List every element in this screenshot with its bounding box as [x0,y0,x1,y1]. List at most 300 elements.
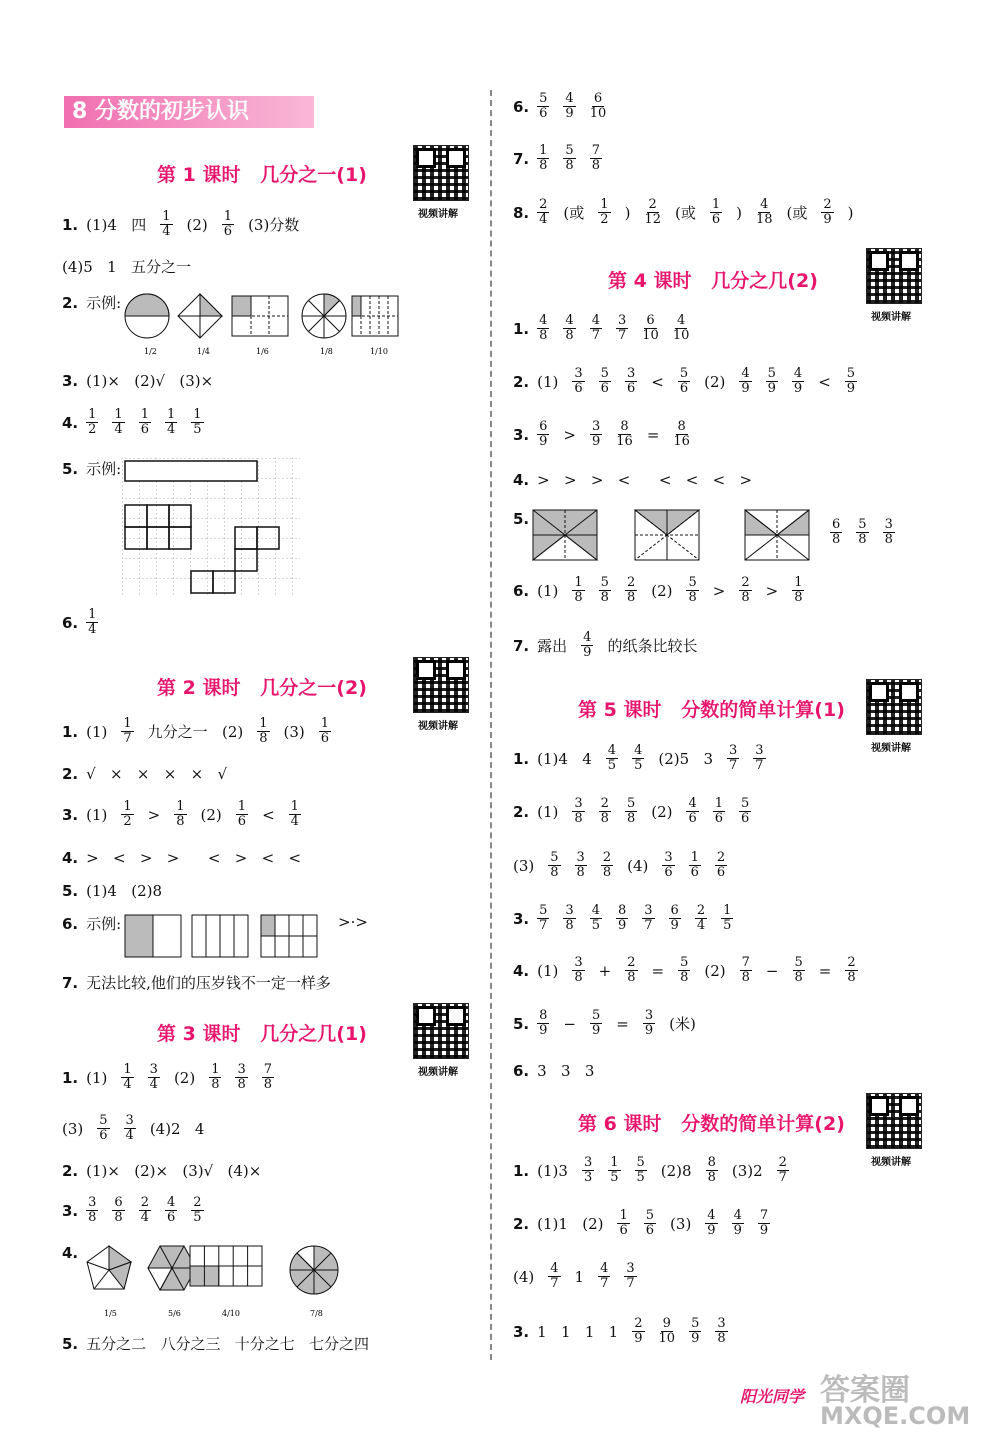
lesson-5-title: 第 5 课时 分数的简单计算(1) [578,699,845,721]
fraction [563,314,575,343]
fraction [112,408,124,437]
fraction [777,1156,789,1185]
answer-line [62,1244,79,1262]
denominator: 5 [193,422,202,437]
numerator: 2 [634,1316,643,1331]
fraction [174,800,186,829]
denominator: 12 [644,212,661,227]
answer-line [62,1162,261,1180]
denominator: 8 [565,158,574,173]
question-number: 2. [513,372,530,391]
fraction [563,92,575,121]
denominator: 6 [237,814,247,829]
question-number: 7. [62,973,79,992]
fraction [601,851,613,880]
fraction [121,800,133,829]
fraction [165,1196,177,1225]
fraction [537,420,549,449]
numerator: 2 [539,197,548,212]
qr-code-icon[interactable] [413,1003,469,1059]
answer-text: 示例: [86,915,122,933]
numerator: 6 [593,91,603,106]
denominator: 4 [114,422,123,437]
denominator: 8 [794,590,803,605]
numerator: 3 [565,903,574,918]
denominator: 18 [755,212,773,227]
denominator: 9 [670,918,679,933]
fraction [632,744,644,773]
numerator: 2 [847,955,856,970]
numerator: 2 [778,1155,787,1170]
question-number: 6. [513,1062,530,1080]
answer-text: − [765,961,779,980]
fraction [845,367,857,396]
qr-code-icon[interactable] [866,679,922,735]
denominator: 8 [576,865,585,880]
answer-line [62,972,331,993]
numerator: 8 [620,419,629,434]
denominator: 8 [237,1077,246,1092]
fraction [715,1317,727,1346]
qr-code-icon[interactable] [866,248,922,304]
numerator: 5 [626,796,636,811]
denominator: 8 [680,970,689,985]
question-number: 1. [62,215,79,234]
fig-label: 1/10 [370,347,388,356]
numerator: 4 [591,313,600,328]
answer-line [62,210,299,239]
answer-text: (2) [704,961,726,980]
fraction [590,1009,602,1038]
fraction [590,92,607,121]
answer-line [513,744,766,773]
denominator: 9 [707,1223,716,1238]
numerator: 6 [114,1195,123,1210]
fraction [537,1009,549,1038]
fraction [86,608,98,637]
answer-line [513,1062,594,1080]
fraction [669,904,681,933]
fraction [710,198,722,227]
answer-line [513,576,804,605]
answer-text: (2) [651,581,673,600]
denominator: 10 [642,328,659,343]
numerator: 5 [741,796,750,811]
question-number: 2. [62,765,79,783]
denominator: 6 [741,811,750,826]
answer-text: √ × × × × √ [86,765,228,783]
fraction [732,1209,744,1238]
denominator: 8 [263,1077,273,1092]
fraction [739,576,751,605]
denominator: 7 [728,758,738,773]
fraction [686,576,698,605]
denominator: 3 [583,1170,593,1185]
answer-text: < [818,372,831,391]
answer-line [62,717,331,746]
numerator: 5 [645,1208,655,1223]
answer-text: (1) [86,805,108,824]
numerator: 4 [565,313,574,328]
lesson-3-title: 第 3 课时 几分之几(1) [157,1023,367,1045]
question-number: 5. [513,510,530,528]
denominator: 7 [591,328,600,343]
numerator: 3 [626,1261,635,1276]
denominator: 4 [166,422,176,437]
fraction [644,1209,656,1238]
fraction [537,314,549,343]
denominator: 2 [600,212,609,227]
answer-text: ) [736,203,742,222]
numerator: 5 [600,366,609,381]
numerator: 2 [193,1195,202,1210]
question-number: 4. [62,849,79,867]
fraction [821,198,833,227]
denominator: 4 [696,918,706,933]
fig-label: 1/8 [320,347,333,356]
answer-text: 1 1 1 1 [537,1322,619,1341]
fraction [673,420,690,449]
numerator: 1 [259,716,268,731]
numerator: 1 [320,716,330,731]
fraction [632,1317,644,1346]
denominator: 9 [793,381,803,396]
question-number: 4. [62,1244,79,1262]
denominator: 8 [600,811,609,826]
answer-text: (或 [674,204,696,222]
denominator: 8 [574,590,583,605]
fraction [606,744,618,773]
fraction [625,576,637,605]
answer-text: (1) [537,802,559,821]
denominator: 8 [847,970,856,985]
numerator: 3 [574,955,583,970]
fraction [758,1209,770,1238]
numerator: 2 [626,575,636,590]
denominator: 7 [778,1170,787,1185]
answer-line [513,1317,728,1346]
qr-code-icon[interactable] [413,145,469,201]
fraction [548,1262,560,1291]
answer-text: > > > < < < < > [537,471,753,489]
fraction [537,198,549,227]
qr-code-icon[interactable] [866,1093,922,1149]
fraction [548,851,560,880]
answer-line [513,92,606,121]
numerator: 3 [728,743,738,758]
answer-text: (2) [200,805,222,824]
denominator: 7 [123,731,132,746]
answer-line [62,1196,204,1225]
numerator: 5 [680,955,689,970]
denominator: 6 [600,381,609,396]
answer-line [513,1009,696,1038]
denominator: 5 [636,1170,645,1185]
answer-text: 无法比较,他们的压岁钱不一定一样多 [86,974,331,992]
denominator: 10 [658,1331,676,1346]
denominator: 7 [550,1276,559,1291]
fraction [191,408,203,437]
lesson-6-title: 第 6 课时 分数的简单计算(2) [578,1113,845,1135]
fraction [608,1156,620,1185]
denominator: 7 [600,1276,609,1291]
numerator: 4 [634,743,643,758]
numerator: 4 [688,796,697,811]
numerator: 3 [755,743,764,758]
answer-text: (1)× (2)× (3)√ (4)× [86,1162,262,1180]
l1-q2-figures [120,292,400,362]
numerator: 5 [539,903,548,918]
qr-caption: 视频讲解 [871,743,911,754]
numerator: 1 [123,799,132,814]
denominator: 7 [626,1276,635,1291]
fraction [139,1196,151,1225]
denominator: 9 [583,645,592,660]
numerator: 2 [600,796,609,811]
denominator: 8 [574,811,583,826]
answer-text: (4)2 4 [149,1119,205,1138]
answer-text: 3 3 3 [537,1062,595,1080]
question-number: 4. [513,961,530,980]
fraction [319,717,331,746]
denominator: 2 [123,814,132,829]
answer-text: = [616,1014,629,1033]
answer-line [513,510,530,528]
numerator: 5 [99,1113,108,1128]
answer-text: 露出 [537,637,568,655]
numerator: 4 [676,313,686,328]
fig-label: 1/5 [104,1309,117,1318]
answer-text: ) [624,203,631,222]
denominator: 8 [176,814,185,829]
fraction [590,904,602,933]
denominator: 6 [223,224,233,239]
numerator: 1 [166,407,176,422]
question-number: 3. [62,372,79,390]
fraction [599,797,611,826]
question-number: 8. [513,203,530,222]
denominator: 8 [602,865,612,880]
numerator: 3 [125,1113,134,1128]
denominator: 8 [539,158,548,173]
numerator: 5 [679,366,689,381]
answer-line [513,471,752,489]
fraction [575,851,587,880]
numerator: 3 [626,366,636,381]
denominator: 8 [88,1210,97,1225]
qr-caption: 视频讲解 [871,312,911,323]
denominator: 9 [539,1023,548,1038]
qr-caption: 视频讲解 [871,1157,911,1168]
fraction [642,904,654,933]
fraction [644,198,661,227]
fraction [792,576,804,605]
question-number: 2. [62,1162,79,1180]
question-number: 2. [513,802,530,821]
denominator: 2 [88,422,97,437]
answer-text: (1)× (2)√ (3)× [86,372,214,390]
answer-text: 九分之一 (2) [147,723,244,741]
question-number: 3. [513,425,530,444]
denominator: 5 [193,1210,202,1225]
numerator: 1 [723,903,732,918]
denominator: 6 [664,865,673,880]
numerator: 4 [733,1208,742,1223]
denominator: 9 [539,434,548,449]
question-number: 6. [513,581,530,600]
numerator: 1 [114,407,123,422]
answer-line [62,408,204,437]
fraction [766,367,778,396]
numerator: 2 [696,903,706,918]
question-number: 3. [513,1322,530,1341]
denominator: 4 [123,1077,132,1092]
denominator: 6 [714,811,724,826]
question-number: 7. [513,149,530,168]
l2-q6-figures [124,913,324,961]
numerator: 1 [574,575,583,590]
answer-text: 的纸条比较长 [607,637,698,655]
answer-line [62,256,191,277]
fraction [678,367,690,396]
denominator: 9 [565,106,574,121]
watermark: 答案圈 [820,1373,910,1408]
numerator: 1 [714,796,724,811]
numerator: 2 [741,575,750,590]
answer-text: > [765,581,779,600]
numerator: 5 [794,955,803,970]
fig-label: 4/10 [222,1309,240,1318]
answer-text: > [712,581,726,600]
footer-brand: 阳光同学 [740,1387,805,1406]
question-number: 3. [513,909,530,928]
watermark-url: MXQE.COM [820,1402,971,1430]
fig-label: 5/6 [168,1309,181,1318]
answer-text: = [818,961,832,980]
numerator: 1 [223,209,233,224]
answer-text: (3)2 [731,1161,763,1180]
numerator: 5 [691,1316,700,1331]
fraction [753,744,765,773]
answer-line [62,458,121,479]
numerator: 4 [583,630,592,645]
answer-text: (1) [537,581,559,600]
fraction [598,198,610,227]
fraction [121,1063,133,1092]
answer-text: (1) [86,722,108,741]
numerator: 3 [88,1195,97,1210]
denominator: 8 [574,970,583,985]
fraction [86,1196,98,1225]
fraction [793,956,805,985]
denominator: 9 [644,1023,654,1038]
qr-code-icon[interactable] [413,657,469,713]
lesson-1-title: 第 1 课时 几分之一(1) [157,164,367,186]
numerator: 5 [636,1155,645,1170]
answer-text: ) [847,203,854,222]
numerator: 5 [767,366,776,381]
fraction [222,210,234,239]
numerator: 4 [741,366,750,381]
denominator: 7 [617,328,627,343]
fraction [582,1156,594,1185]
denominator: 8 [591,158,600,173]
denominator: 9 [617,918,627,933]
fraction [740,956,752,985]
fraction [845,956,857,985]
answer-text: (1) [537,372,559,391]
denominator: 10 [589,106,607,121]
fraction [686,797,698,826]
answer-line [513,144,602,173]
denominator: 5 [634,758,643,773]
fraction [705,1209,717,1238]
answer-text: (2)5 3 [658,749,713,768]
denominator: 6 [688,811,697,826]
denominator: 6 [539,106,548,121]
fraction [616,314,628,343]
fraction [160,210,172,239]
answer-text: (3) [62,1119,84,1138]
fraction [112,1196,124,1225]
answer-text: (3) [513,856,535,875]
fraction [625,367,637,396]
answer-text: (4)5 1 五分之一 [62,258,191,276]
numerator: 4 [607,743,617,758]
answer-text: (或 [786,204,808,222]
fraction [262,1063,274,1092]
l4-q5-answers: 6 8 5 8 3 8 [832,517,893,547]
diamond-quarter-shaded [200,294,222,316]
numerator: 2 [627,955,636,970]
denominator: 9 [846,381,856,396]
numerator: 7 [263,1062,273,1077]
numerator: 1 [539,143,548,158]
question-number: 2. [513,1214,530,1233]
numerator: 3 [617,313,627,328]
numerator: 1 [610,1155,619,1170]
fraction [695,904,707,933]
fraction [581,631,593,660]
fraction [678,956,690,985]
question-number: 3. [62,1201,79,1220]
denominator: 6 [619,1223,628,1238]
denominator: 5 [723,918,732,933]
denominator: 9 [759,1223,769,1238]
answer-text: (米) [669,1015,696,1033]
answer-text: (3) [670,1214,692,1233]
question-number: 6. [62,914,79,933]
numerator: 3 [644,1008,654,1023]
numerator: 1 [88,607,97,622]
numerator: 4 [565,91,574,106]
denominator: 6 [645,1223,655,1238]
fraction [624,1262,636,1291]
numerator: 1 [237,799,247,814]
question-number: 6. [513,97,530,116]
fraction [563,904,575,933]
answer-line [513,956,858,985]
numerator: 4 [591,903,600,918]
fraction [563,144,575,173]
fraction [599,367,611,396]
l2-q6-compare: >·> [338,913,368,931]
numerator: 1 [794,575,803,590]
question-number: 5. [62,882,79,900]
numerator: 5 [600,575,609,590]
numerator: 8 [677,419,686,434]
answer-text: (1)1 (2) [537,1214,604,1233]
